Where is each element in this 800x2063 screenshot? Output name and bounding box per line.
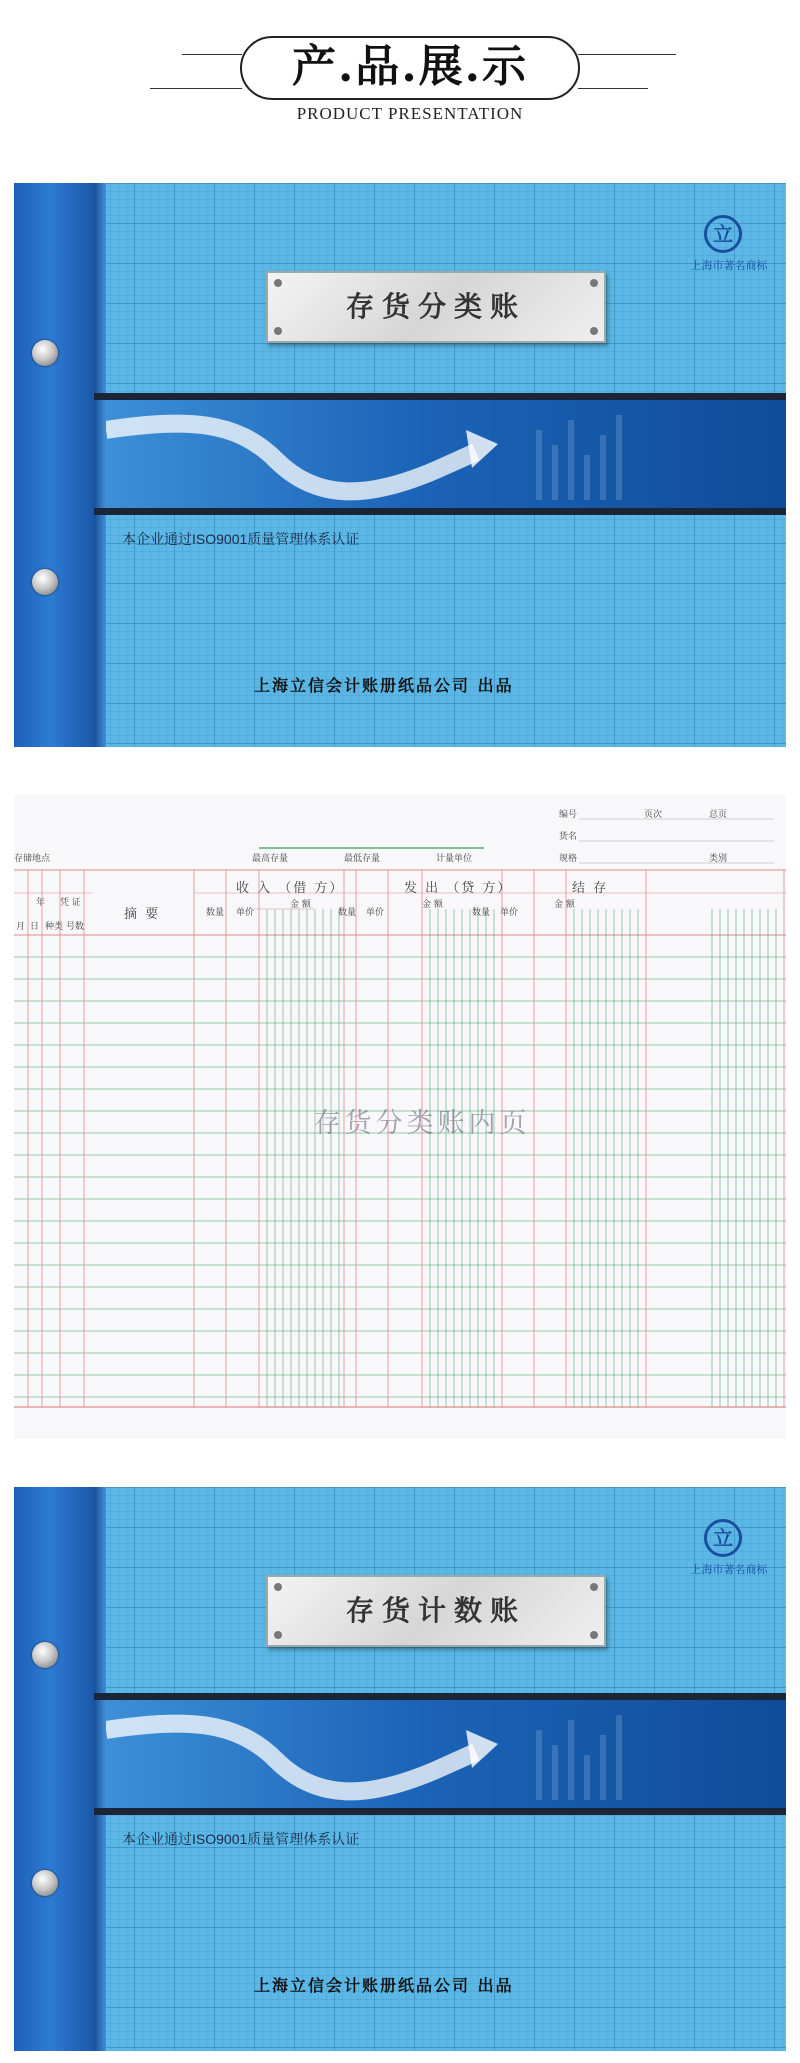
col-outgo-amount: 金 额 [422, 900, 443, 910]
rivet-icon [32, 1870, 58, 1896]
binder-spine [14, 183, 94, 747]
rivet-icon [32, 569, 58, 595]
binder-spine [14, 1487, 94, 2051]
band-bottom-line [94, 1808, 786, 1815]
iso-certification-text: 本企业通过ISO9001质量管理体系认证 [122, 1831, 360, 1847]
header-right-line-bottom [578, 88, 648, 89]
label-total-pages: 总页 [709, 810, 728, 820]
label-specification: 规格 [559, 854, 578, 864]
label-category: 类别 [709, 854, 728, 864]
decorative-band [106, 400, 786, 508]
header-right-line-top [578, 54, 676, 55]
col-balance-qty: 数量 [472, 908, 491, 918]
cover-inventory-classification [14, 183, 786, 747]
brand-text: 上海市著名商标 [690, 259, 768, 272]
cover-title: 存货计数账 [345, 1594, 526, 1627]
growth-arrow-icon [106, 1700, 786, 1808]
brand-text: 上海市著名商标 [690, 1563, 768, 1576]
col-voucher: 凭 证 [60, 898, 81, 908]
col-year: 年 [36, 898, 46, 908]
brand-logo-icon: 立 [704, 1519, 742, 1557]
rivet-icon [32, 1642, 58, 1668]
band-bottom-line [94, 508, 786, 515]
col-outgo: 发 出 （贷 方） [404, 881, 513, 896]
col-balance-price: 单价 [500, 908, 519, 918]
label-max-stock: 最高存量 [252, 854, 289, 864]
col-number: 号数 [66, 922, 85, 932]
title-plate [266, 271, 606, 343]
col-kind: 种类 [45, 922, 64, 932]
col-day: 日 [30, 922, 40, 932]
band-top-line [94, 393, 786, 400]
label-page: 页次 [644, 810, 663, 820]
label-storage-location: 存储地点 [14, 854, 51, 864]
decorative-band [106, 1700, 786, 1808]
col-outgo-qty: 数量 [338, 908, 357, 918]
ledger-inner-page [14, 795, 786, 1439]
col-income: 收 入 （借 方） [236, 881, 345, 896]
col-balance: 结 存 [572, 881, 609, 896]
ledger-watermark: 存货分类账内页 [313, 1108, 531, 1139]
brand-logo-icon: 立 [704, 215, 742, 253]
col-month: 月 [16, 922, 26, 932]
page-title: 产.品.展.示 [292, 41, 528, 92]
col-outgo-price: 单价 [366, 908, 385, 918]
publisher-text: 上海立信会计账册纸品公司 出品 [254, 1976, 514, 1995]
cover-title: 存货分类账 [345, 290, 526, 323]
col-income-price: 单价 [236, 908, 255, 918]
col-summary: 摘 要 [124, 907, 161, 922]
band-top-line [94, 1693, 786, 1700]
col-income-amount: 金 额 [290, 900, 311, 910]
title-plate [266, 1575, 606, 1647]
col-balance-amount: 金 额 [554, 900, 575, 910]
cover-inventory-count [14, 1487, 786, 2051]
label-unit: 计量单位 [436, 854, 473, 864]
header-left-line-bottom [150, 88, 242, 89]
binder-spine-edge [94, 183, 106, 747]
rivet-icon [32, 340, 58, 366]
page-subtitle: PRODUCT PRESENTATION [296, 104, 524, 123]
growth-arrow-icon [106, 400, 786, 508]
col-income-qty: 数量 [206, 908, 225, 918]
publisher-text: 上海立信会计账册纸品公司 出品 [254, 676, 514, 695]
binder-spine-edge [94, 1487, 106, 2051]
iso-certification-text: 本企业通过ISO9001质量管理体系认证 [122, 531, 360, 547]
header-left-line-top [182, 54, 242, 55]
label-number: 编号 [559, 810, 578, 820]
label-goods-name: 货名 [559, 832, 578, 842]
label-min-stock: 最低存量 [344, 854, 381, 864]
